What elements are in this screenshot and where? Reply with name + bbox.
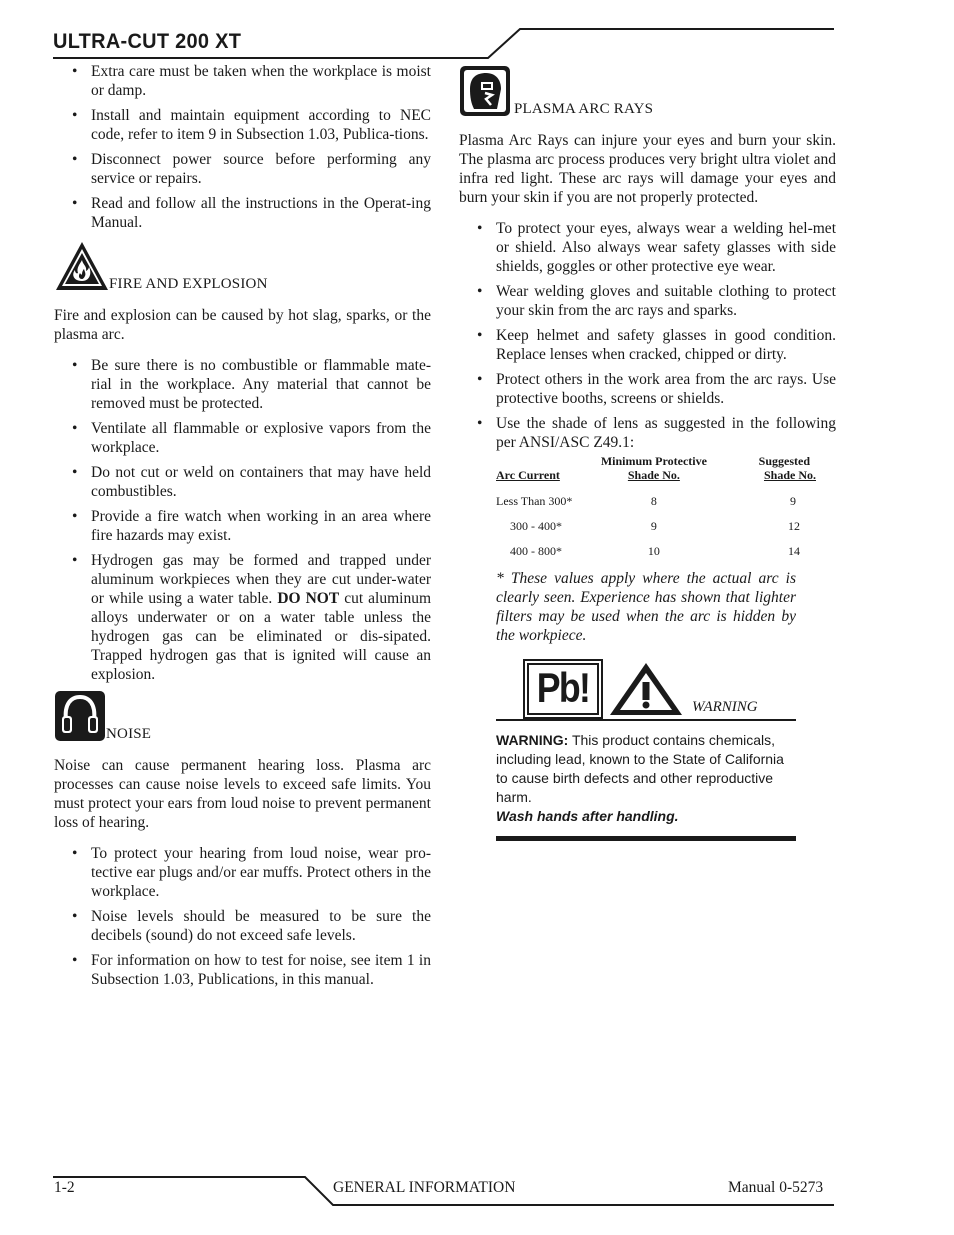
intro-bullet-list	[54, 62, 431, 232]
list-item: • To protect your eyes, always wear a welding hel-met or shield. Also always wear safety glasses with side shields, goggles or other protective eye wear.	[459, 219, 836, 276]
fire-section-title: FIRE AND EXPLOSION	[109, 276, 268, 292]
hydrogen-text-2: cut aluminum alloys underwater or on a water table unless the hydrogen gas can be eliminated or dis-sipated. Trapped hydrogen gas that is ignited will cause an explosion.	[91, 590, 432, 683]
warning-text: This product contains chemicals, including lead, known to the State of California to cause birth defects and other reproductive harm.	[496, 732, 784, 805]
list-item: • Keep helmet and safety glasses in good condition. Replace lenses when cracked, chipped or dirty.	[459, 326, 836, 364]
list-item: • Noise levels should be measured to be sure the decibels (sound) do not exceed safe levels.	[54, 907, 431, 945]
shade-table	[496, 454, 816, 563]
list-item: • Use the shade of lens as suggested in the following per ANSI/ASC Z49.1:	[459, 414, 836, 452]
noise-intro: Noise can cause permanent hearing loss. Plasma arc processes can cause noise levels to exceed safe limits. You must protect your ears from loud noise to prevent permanent loss of hearing.	[54, 757, 431, 831]
list-item: • Be sure there is no combustible or flammable mate-rial in the workplace. Any material that cannot be removed must be protected.	[54, 356, 431, 413]
document-title: ULTRA-CUT 200 XT	[53, 30, 242, 53]
warning-caption: WARNING	[692, 699, 758, 715]
section-name: GENERAL INFORMATION	[333, 1179, 516, 1196]
header-min-shade: Minimum Protective Shade No.	[600, 454, 707, 482]
list-item: • Disconnect power source before performing any service or repairs.	[54, 150, 431, 188]
fire-hazard-icon	[54, 240, 110, 292]
fire-section-heading	[54, 240, 431, 296]
prop65-warning	[496, 659, 796, 841]
list-item	[54, 551, 431, 684]
table-row: 300 - 400* 9 12	[510, 519, 800, 533]
left-column	[54, 62, 431, 995]
fire-intro: Fire and explosion can be caused by hot slag, sparks, or the plasma arc.	[54, 307, 431, 343]
noise-section-title: NOISE	[106, 726, 152, 742]
list-item: • Protect others in the work area from the arc rays. Use protective booths, screens or shields.	[459, 370, 836, 408]
pb-logo	[523, 659, 603, 719]
hydrogen-text-1: Hydrogen gas may be formed and trapped under aluminum workpieces when they are cut under-water or while using a water table.	[91, 552, 431, 607]
arc-bullet-list	[459, 219, 836, 452]
table-header-row	[496, 454, 816, 488]
manual-number: Manual 0-5273	[728, 1179, 824, 1196]
warning-body	[496, 731, 796, 826]
list-item: • To protect your hearing from loud noise, wear pro-tective ear plugs and/or ear muffs. Protect others in the workplace.	[54, 844, 431, 901]
arc-section-title: PLASMA ARC RAYS	[514, 101, 654, 117]
warning-bottom-rule	[496, 836, 796, 841]
hydrogen-emphasis: DO NOT	[277, 590, 340, 607]
list-item: • Read and follow all the instructions in the Operat-ing Manual.	[54, 194, 431, 232]
table-row: 400 - 800* 10 14	[510, 544, 800, 558]
noise-section-heading	[54, 690, 431, 746]
list-item: • Ventilate all flammable or explosive vapors from the workplace.	[54, 419, 431, 457]
table-footnote: * These values apply where the actual arc is clearly seen. Experience has shown that lighter filters may be used when the arc is hidden by the workpiece.	[496, 570, 796, 644]
arc-intro: Plasma Arc Rays can injure your eyes and burn your skin. The plasma arc process produces very bright ultra violet and infra red light. These arc rays will damage your eyes and burn your skin if you are not properly protected.	[459, 132, 836, 206]
welding-helmet-icon	[459, 65, 511, 117]
header-suggested-shade: Suggested Shade No.	[758, 454, 816, 482]
warning-label: WARNING:	[496, 732, 569, 748]
list-item: • Install and maintain equipment according to NEC code, refer to item 9 in Subsection 1.03, Publica-tions.	[54, 106, 431, 144]
list-item: • Wear welding gloves and suitable clothing to protect your skin from the arc rays and sparks.	[459, 282, 836, 320]
arc-section-heading	[459, 65, 836, 121]
fire-bullet-list	[54, 356, 431, 684]
list-item: • Do not cut or weld on containers that may have held combustibles.	[54, 463, 431, 501]
pb-logo-text: Pb!	[536, 664, 590, 711]
ear-muffs-icon	[54, 690, 106, 742]
noise-bullet-list	[54, 844, 431, 989]
warning-header	[496, 659, 796, 719]
header-arc-current: Arc Current	[496, 468, 560, 482]
warning-triangle-icon	[608, 661, 684, 717]
right-column	[459, 62, 836, 841]
warning-top-rule	[496, 719, 796, 721]
list-item: • For information on how to test for noise, see item 1 in Subsection 1.03, Publications, in this manual.	[54, 951, 431, 989]
table-row: Less Than 300* 8 9	[496, 494, 796, 508]
list-item: • Provide a fire watch when working in an area where fire hazards may exist.	[54, 507, 431, 545]
list-item: • Extra care must be taken when the workplace is moist or damp.	[54, 62, 431, 100]
warning-emphasis: Wash hands after handling.	[496, 808, 679, 824]
page-number: 1-2	[54, 1179, 75, 1196]
